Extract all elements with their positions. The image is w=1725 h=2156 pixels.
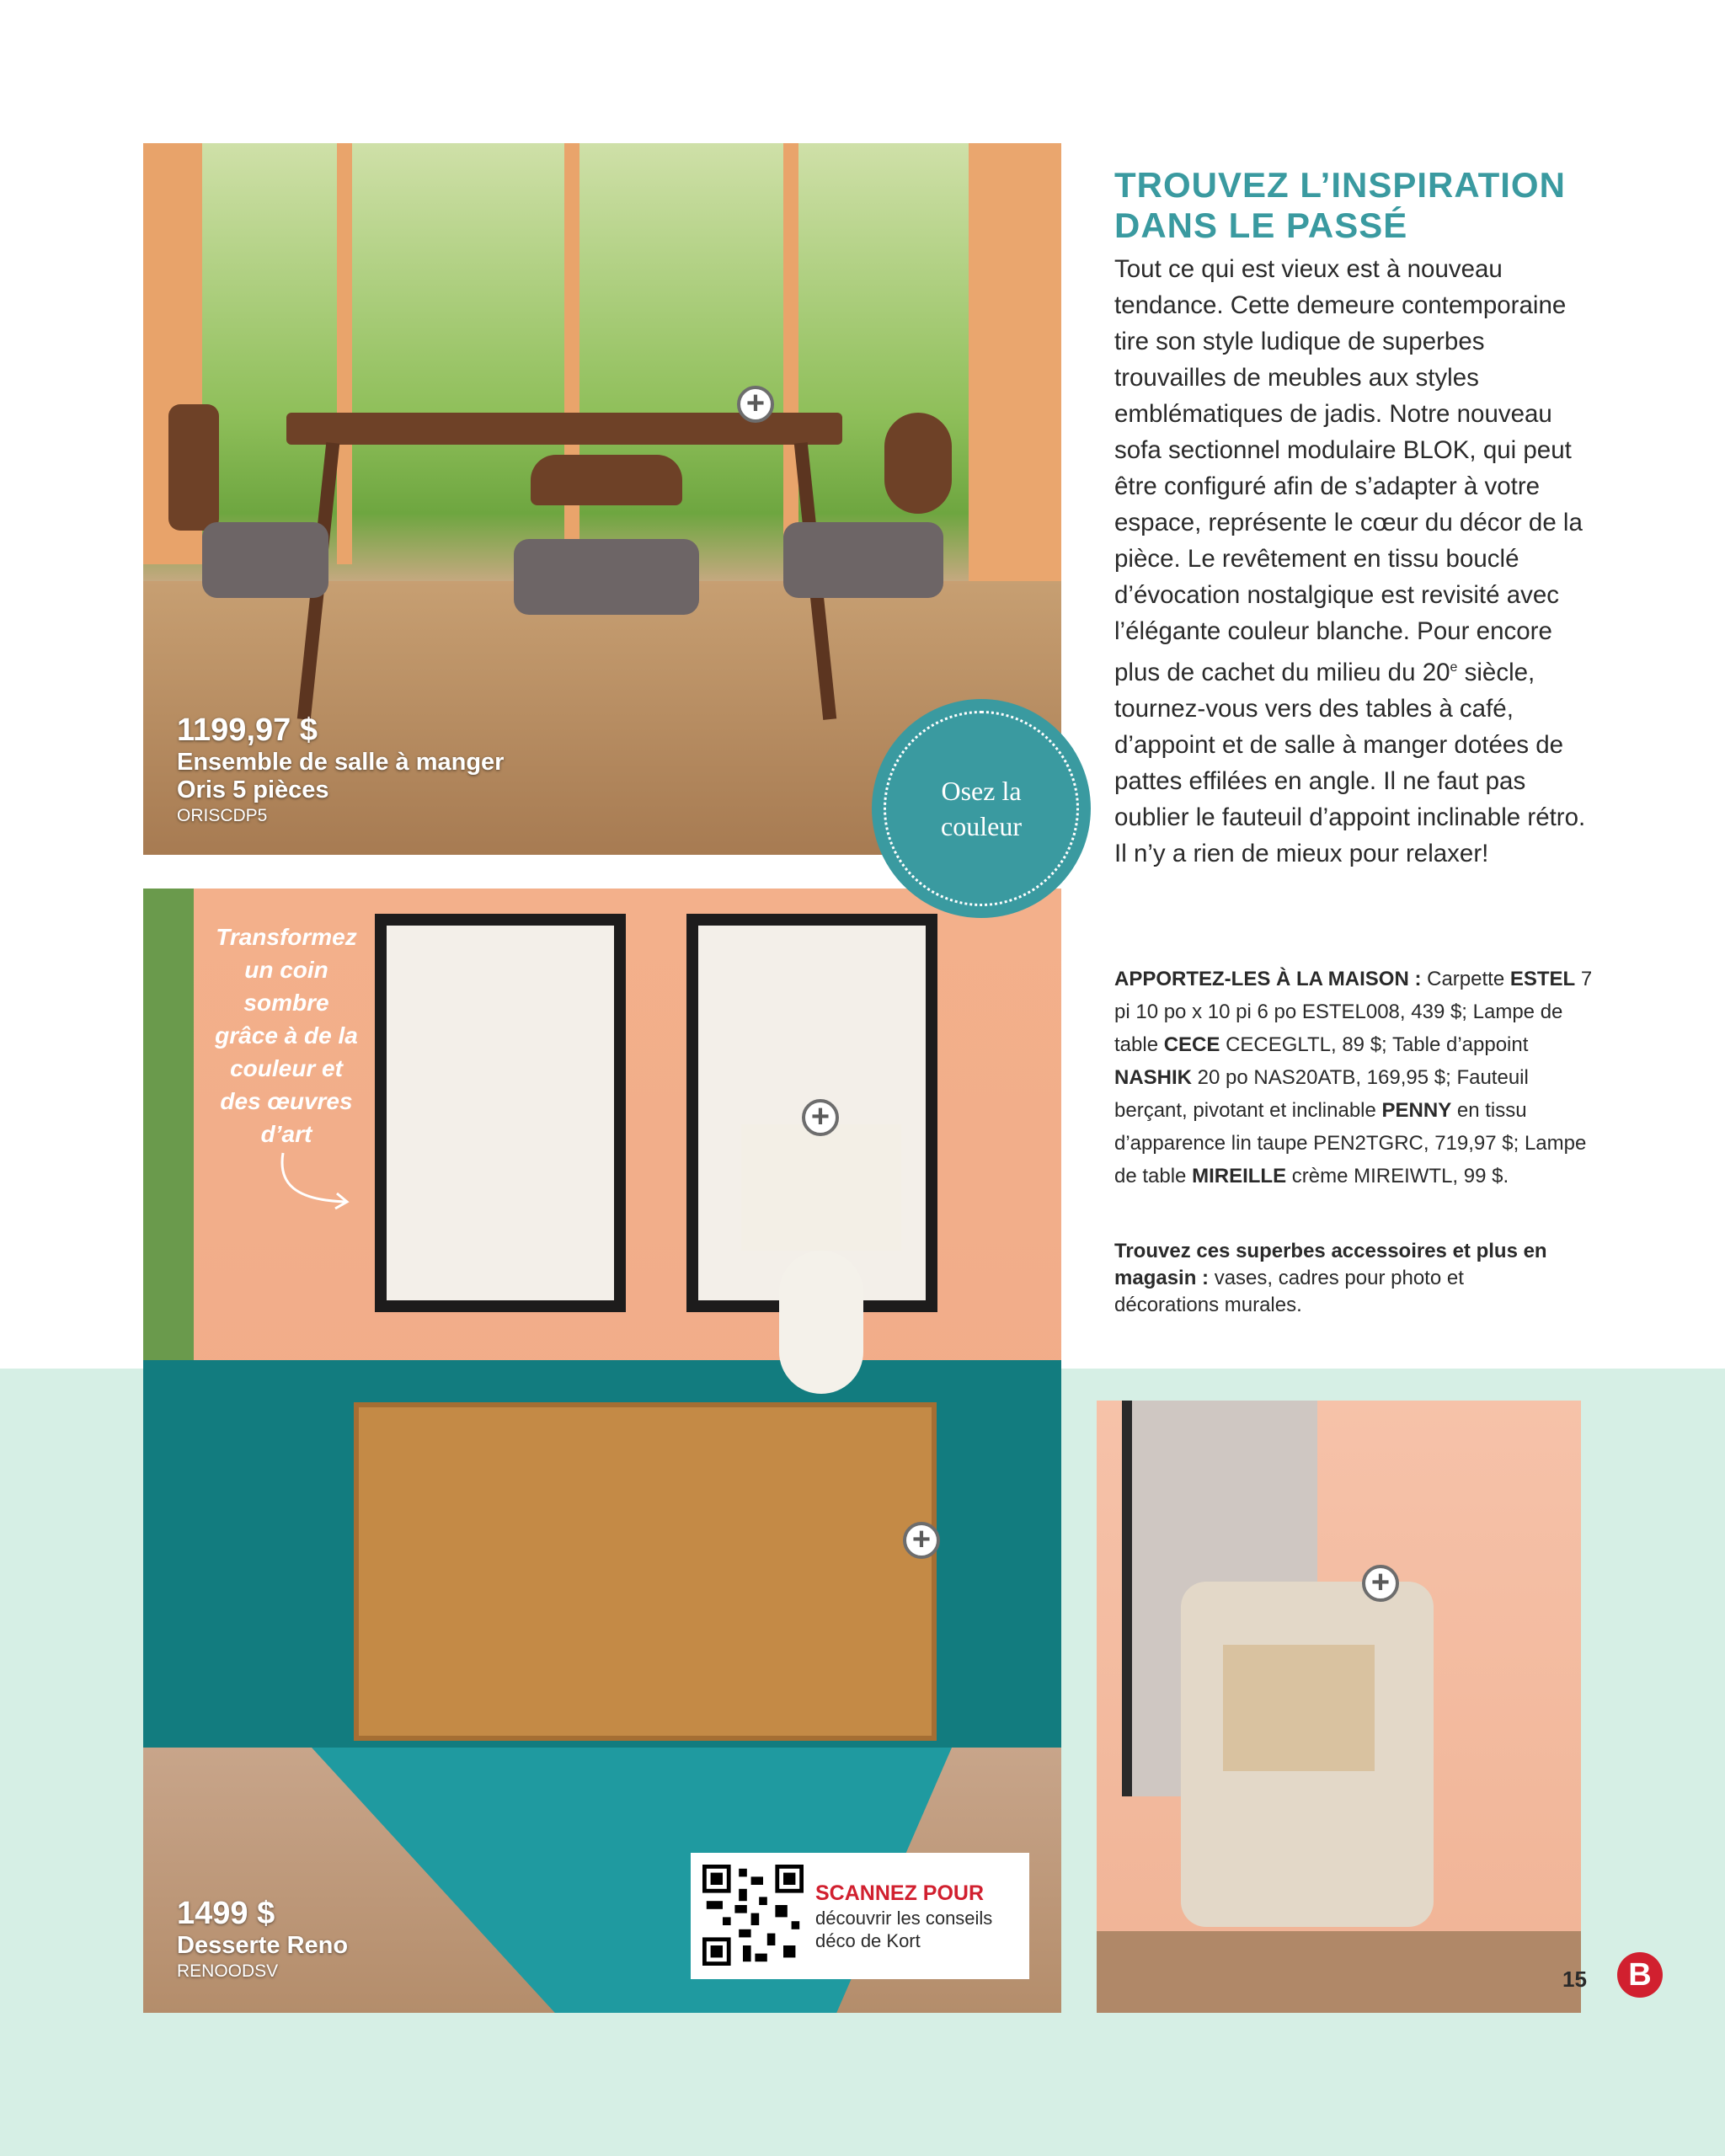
bring-home-text: 20 po NAS20ATB, 169,95 $; Fauteuil berçant, pivotant et inclinable (1114, 1066, 1529, 1122)
product-brand: NASHIK (1114, 1066, 1193, 1089)
qr-title: SCANNEZ POUR (815, 1881, 985, 1905)
window-frame (969, 143, 1061, 615)
badge-ring (884, 711, 1079, 906)
chair-seat (202, 522, 328, 598)
qr-subtitle: découvrir les conseils déco de Kort (815, 1908, 993, 1951)
product-brand: CECE (1163, 1033, 1220, 1056)
body-text: Tout ce qui est vieux est à nouveau tendance. Cette demeure contemporaine tire son style ludique de superbes trouvailles de meubles aux styles emblématiques de jadis. Notre nouveau sofa sectionnel modulaire BLOK, qui peut être configuré afin de s’adapter à votre espace, représente le cœur du décor de la pièce. Le revêtement en tissu bouclé d’évocation nostalgique est revisité avec l’élégante couleur blanche. Pour encore plus de cachet du milieu du 20 (1114, 255, 1583, 686)
bring-home-text: crème MIREIWTL, 99 $. (1286, 1165, 1509, 1187)
dresser (354, 1402, 937, 1741)
floor (1097, 1931, 1581, 2013)
brand-logo-icon: B (1617, 1952, 1663, 1998)
find-more-note (1114, 1238, 1569, 1319)
product-info-dining (177, 712, 504, 828)
window-mullion (783, 143, 798, 564)
window-mullion (337, 143, 352, 564)
bring-home-text: 7 pi 10 po x 10 pi 6 po ESTEL008, 439 $; Lampe de table (1114, 968, 1593, 1056)
product-name: Desserte Reno (177, 1932, 349, 1959)
lamp-shade (741, 1124, 901, 1251)
badge-text: Osez la couleur (941, 776, 1022, 841)
body-copy (1114, 251, 1594, 872)
product-brand: PENNY (1381, 1099, 1452, 1122)
curved-arrow-icon (278, 1150, 354, 1217)
chair-seat (783, 522, 943, 598)
product-price: 1499 $ (177, 1896, 275, 1931)
ordinal-superscript: e (1450, 660, 1458, 675)
plus-icon[interactable]: + (802, 1099, 839, 1136)
callout-text: Transformez un coin sombre grâce à de la couleur et des œuvres d’art (215, 924, 358, 1147)
find-more-bold: Trouvez ces superbes accessoires et plus en magasin : (1114, 1240, 1547, 1289)
plus-icon[interactable]: + (737, 386, 774, 423)
color-badge (872, 699, 1091, 918)
lamp-base (779, 1251, 863, 1394)
bring-home-list (1114, 963, 1594, 1193)
chair (531, 455, 682, 505)
recliner-photo[interactable] (1097, 1401, 1581, 2013)
chair-seat (514, 539, 699, 615)
product-name: Ensemble de salle à manger (177, 749, 505, 776)
product-brand: MIREILLE (1192, 1165, 1287, 1187)
chair (168, 404, 219, 531)
product-price: 1199,97 $ (177, 712, 318, 748)
product-brand: ESTEL (1509, 968, 1576, 990)
bring-home-label: APPORTEZ-LES À LA MAISON : (1114, 968, 1422, 990)
plus-icon[interactable]: + (1362, 1565, 1399, 1602)
product-sku: ORISCDP5 (177, 806, 268, 825)
wall-art (375, 914, 626, 1312)
pillow (1223, 1645, 1375, 1771)
qr-code-icon[interactable] (702, 1865, 804, 1966)
qr-card[interactable] (691, 1853, 1029, 1979)
product-info-reno (177, 1895, 348, 1983)
page-number: 15 (1562, 1967, 1587, 1992)
plus-icon[interactable]: + (903, 1522, 940, 1559)
chair (884, 413, 952, 514)
headline: TROUVEZ L’INSPIRATION DANS LE PASSÉ (1114, 165, 1566, 245)
bring-home-text: CECEGLTL, 89 $; Table d’appoint (1220, 1033, 1529, 1056)
product-sku: RENOODSV (177, 1961, 279, 1981)
find-more-text: vases, cadres pour photo et décorations murales. (1114, 1267, 1464, 1316)
bring-home-text: en tissu d’apparence lin taupe PEN2TGRC, 719,97 $; Lampe de table (1114, 1099, 1587, 1187)
product-name: Oris 5 pièces (177, 776, 329, 803)
body-text: siècle, tournez-vous vers des tables à café, d’appoint et de salle à manger dotées de pattes effilées en angle. Il ne faut pas oublier le fauteuil d’appoint inclinable rétro. Il n’y a rien de mieux pour relaxer! (1114, 658, 1586, 867)
bring-home-text: Carpette (1421, 968, 1510, 990)
